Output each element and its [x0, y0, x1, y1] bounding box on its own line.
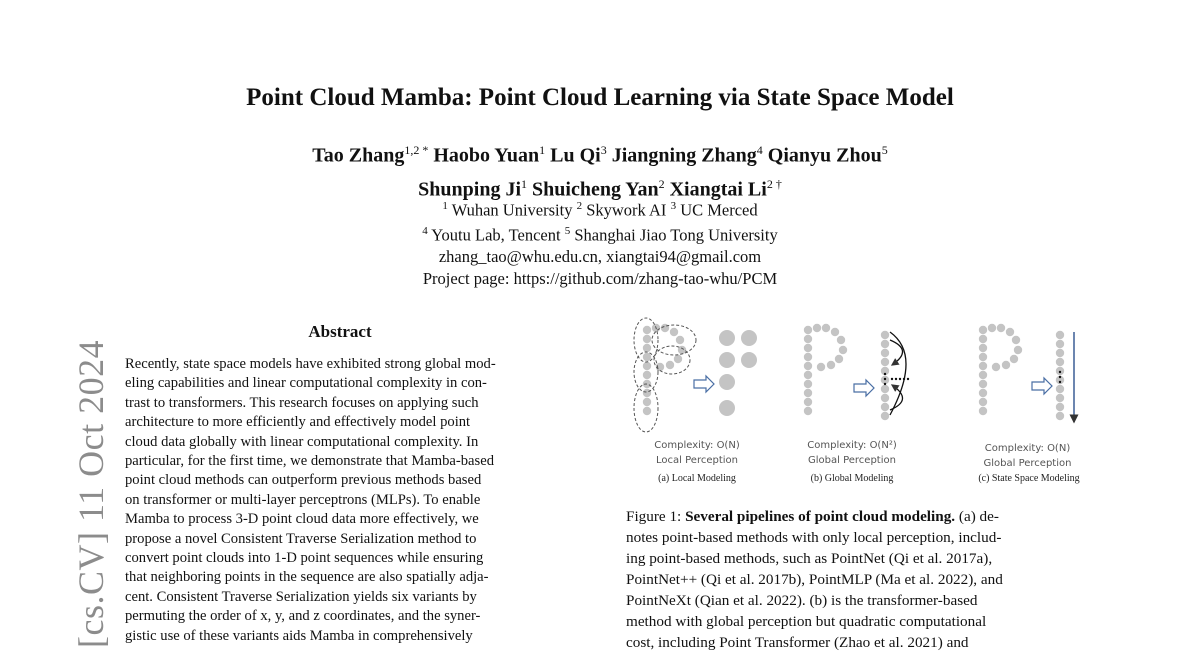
point-dot — [643, 407, 651, 415]
point-dot — [804, 326, 812, 334]
affil-marker: 2 — [576, 200, 583, 212]
panel-c-drawing — [979, 324, 1074, 422]
ellipsis-dot — [895, 378, 897, 380]
point-dot — [881, 403, 889, 411]
point-dot — [813, 324, 821, 332]
author-affil-marker: 2 — [658, 176, 665, 191]
abstract-heading: Abstract — [308, 322, 372, 341]
affiliation-line-2 — [0, 221, 1200, 246]
author-name: Tao Zhang — [312, 144, 405, 167]
affil-name: Skywork AI — [586, 200, 667, 220]
author-affil-marker: 1 — [539, 143, 546, 157]
point-dot — [881, 385, 889, 393]
project-page-link[interactable]: Project page: https://github.com/zhang-tao-whu/PCM — [422, 268, 778, 288]
affil-marker: 3 — [670, 200, 677, 212]
point-dot — [979, 380, 987, 388]
point-dot — [804, 353, 812, 361]
abstract-line: eling capabilities and linear computational complexity in con- — [125, 375, 487, 392]
complexity-label: Complexity: O(N²) — [807, 440, 897, 451]
affil-marker: 4 — [422, 225, 428, 237]
panel-c-complexity — [960, 441, 1095, 471]
point-dot — [1002, 361, 1010, 369]
point-dot — [643, 353, 651, 361]
point-dot — [719, 330, 735, 346]
abstract-line: convert point clouds into 1-D point sequences while ensuring — [125, 550, 484, 567]
author-affil-marker: 1,2 * — [404, 143, 429, 157]
point-dot — [804, 371, 812, 379]
point-dot — [804, 389, 812, 397]
point-dot — [719, 352, 735, 368]
point-dot — [670, 328, 678, 336]
point-dot — [979, 335, 987, 343]
point-dot — [979, 371, 987, 379]
abstract-line: Mamba to process 3-D point cloud data more effectively, we — [125, 511, 479, 528]
author-name: Shunping Ji — [418, 178, 522, 201]
complexity-label: Complexity: O(N) — [984, 443, 1071, 454]
point-dot — [676, 336, 684, 344]
ellipsis-dot — [884, 373, 886, 375]
point-dot — [1056, 394, 1064, 402]
arrow-icon — [1032, 378, 1052, 394]
point-dot — [881, 349, 889, 357]
point-dot — [992, 363, 1000, 371]
affil-name: Shanghai Jiao Tong University — [574, 225, 778, 245]
panel-b-complexity — [782, 438, 922, 468]
caption-line: PointNeXt (Qian et al. 2022). (b) is the transformer-based — [626, 592, 978, 609]
point-dot — [839, 346, 847, 354]
point-dot — [822, 324, 830, 332]
point-dot — [1056, 331, 1064, 339]
abstract-line: point cloud methods can outperform previous methods based — [125, 472, 482, 489]
point-dot — [831, 328, 839, 336]
abstract-line: architecture to more efficiently and effectively model point — [125, 414, 471, 431]
point-dot — [979, 353, 987, 361]
affiliation-line-1 — [0, 196, 1200, 221]
point-dot — [643, 398, 651, 406]
author-name: Qianyu Zhou — [767, 144, 882, 167]
point-dot — [719, 374, 735, 390]
point-dot — [643, 326, 651, 334]
point-dot — [804, 335, 812, 343]
ellipsis-dot — [1059, 381, 1061, 383]
caption-line: PointNet++ (Qi et al. 2017b), PointMLP (Ma et al. 2022), and — [626, 571, 1003, 588]
point-dot — [741, 352, 757, 368]
ellipsis-dot — [899, 378, 901, 380]
caption-title: Several pipelines of point cloud modeling. — [685, 508, 956, 525]
caption-line: ing point-based methods, such as PointNet (Qi et al. 2017a), — [626, 550, 993, 567]
point-dot — [979, 398, 987, 406]
perception-label: Local Perception — [656, 455, 738, 466]
author-name: Shuicheng Yan — [532, 178, 659, 201]
point-dot — [804, 380, 812, 388]
panel-a-complexity — [622, 438, 772, 468]
perception-label: Global Perception — [983, 458, 1072, 469]
ellipsis-dot — [884, 378, 886, 380]
point-dot — [643, 362, 651, 370]
point-dot — [979, 389, 987, 397]
abstract-line: cloud data globally with linear computational complexity. In — [125, 433, 479, 450]
author-list — [0, 136, 1200, 203]
abstract-line: gistic use of these variants aids Mamba in comprehensively — [125, 627, 473, 644]
ellipsis-dot — [884, 383, 886, 385]
ellipsis-dot — [891, 378, 893, 380]
point-dot — [881, 412, 889, 420]
point-dot — [804, 344, 812, 352]
point-dot — [881, 340, 889, 348]
point-dot — [881, 331, 889, 339]
affil-name: Wuhan University — [451, 200, 573, 220]
affil-name: Youtu Lab, Tencent — [431, 225, 561, 245]
attention-arc — [890, 385, 903, 410]
point-dot — [804, 398, 812, 406]
author-name: Haobo Yuan — [433, 144, 540, 167]
point-dot — [988, 324, 996, 332]
figure-illustration — [622, 310, 1100, 450]
abstract-line: trast to transformers. This research focuses on applying such — [125, 394, 479, 411]
point-dot — [979, 344, 987, 352]
point-dot — [719, 400, 735, 416]
abstract-line: Recently, state space models have exhibited strong global mod- — [125, 356, 496, 372]
point-dot — [1006, 328, 1014, 336]
abstract-line: on transformer or multi-layer perceptrons (MLPs). To enable — [125, 491, 481, 508]
point-dot — [1014, 346, 1022, 354]
author-line-1 — [0, 136, 1200, 170]
abstract-line: permuting the order of x, y, and z coordinates, and the syner- — [125, 608, 481, 625]
point-dot — [804, 362, 812, 370]
point-dot — [643, 371, 651, 379]
abstract-body — [125, 355, 555, 646]
point-dot — [817, 363, 825, 371]
point-dot — [1012, 336, 1020, 344]
point-dot — [835, 355, 843, 363]
complexity-label: Complexity: O(N) — [654, 440, 740, 451]
arrow-icon — [694, 376, 714, 392]
point-dot — [1010, 355, 1018, 363]
author-affil-marker: 5 — [881, 143, 888, 157]
abstract-line: propose a novel Consistent Traverse Serialization method to — [125, 530, 477, 547]
point-dot — [1056, 340, 1064, 348]
abstract-line: particular, for the first time, we demonstrate that Mamba-based — [125, 453, 494, 470]
arrow-icon — [854, 380, 874, 396]
point-dot — [674, 355, 682, 363]
author-name: Lu Qi — [550, 144, 601, 167]
affil-marker: 1 — [442, 200, 448, 212]
panel-a-label: (a) Local Modeling — [658, 473, 736, 484]
perception-label: Global Perception — [808, 455, 896, 466]
figure-caption — [626, 506, 1098, 653]
point-dot — [827, 361, 835, 369]
point-dot — [1056, 403, 1064, 411]
point-dot — [979, 326, 987, 334]
affiliations — [0, 196, 1200, 289]
ellipsis-dot — [1059, 376, 1061, 378]
point-dot — [1056, 385, 1064, 393]
arxiv-stamp: [cs.CV] 11 Oct 2024 — [71, 339, 111, 648]
ellipsis-dot — [907, 378, 909, 380]
point-dot — [837, 336, 845, 344]
point-dot — [1056, 349, 1064, 357]
point-dot — [1056, 412, 1064, 420]
point-dot — [979, 362, 987, 370]
ellipsis-dot — [1059, 371, 1061, 373]
panel-a-drawing — [634, 318, 757, 432]
point-dot — [666, 361, 674, 369]
abstract-line: that neighboring points in the sequence are also spatially adja- — [125, 569, 489, 586]
point-dot — [881, 394, 889, 402]
point-dot — [1056, 358, 1064, 366]
author-affil-marker: 1 — [521, 176, 528, 191]
point-dot — [741, 330, 757, 346]
point-dot — [997, 324, 1005, 332]
caption-line: notes point-based methods with only local perception, includ- — [626, 529, 1002, 546]
panel-b-drawing — [804, 324, 909, 420]
point-dot — [881, 358, 889, 366]
author-name: Jiangning Zhang — [611, 144, 757, 167]
author-affil-marker: 2 † — [766, 176, 782, 191]
affil-name: UC Merced — [680, 200, 758, 220]
point-dot — [643, 335, 651, 343]
author-emails: zhang_tao@whu.edu.cn, xiangtai94@gmail.com — [438, 247, 762, 266]
figure-1 — [622, 310, 1100, 490]
author-name: Xiangtai Li — [669, 178, 767, 201]
point-dot — [661, 324, 669, 332]
point-dot — [979, 407, 987, 415]
point-dot — [804, 407, 812, 415]
caption-prefix: Figure 1: — [626, 508, 686, 525]
caption-line: method with global perception but quadratic computational — [626, 613, 987, 630]
author-affil-marker: 4 — [756, 143, 763, 157]
point-dot — [643, 389, 651, 397]
author-affil-marker: 3 — [600, 143, 607, 157]
abstract-line: cent. Consistent Traverse Serialization yields six variants by — [125, 588, 477, 605]
point-dot — [643, 344, 651, 352]
affil-marker: 5 — [564, 225, 571, 237]
panel-c-label: (c) State Space Modeling — [978, 473, 1080, 484]
panel-b-label: (b) Global Modeling — [810, 473, 894, 484]
paper-title: Point Cloud Mamba: Point Cloud Learning via State Space Model — [246, 84, 954, 111]
caption-line: (a) de- — [955, 508, 999, 525]
caption-line: cost, including Point Transformer (Zhao et al. 2021) and — [626, 634, 969, 651]
